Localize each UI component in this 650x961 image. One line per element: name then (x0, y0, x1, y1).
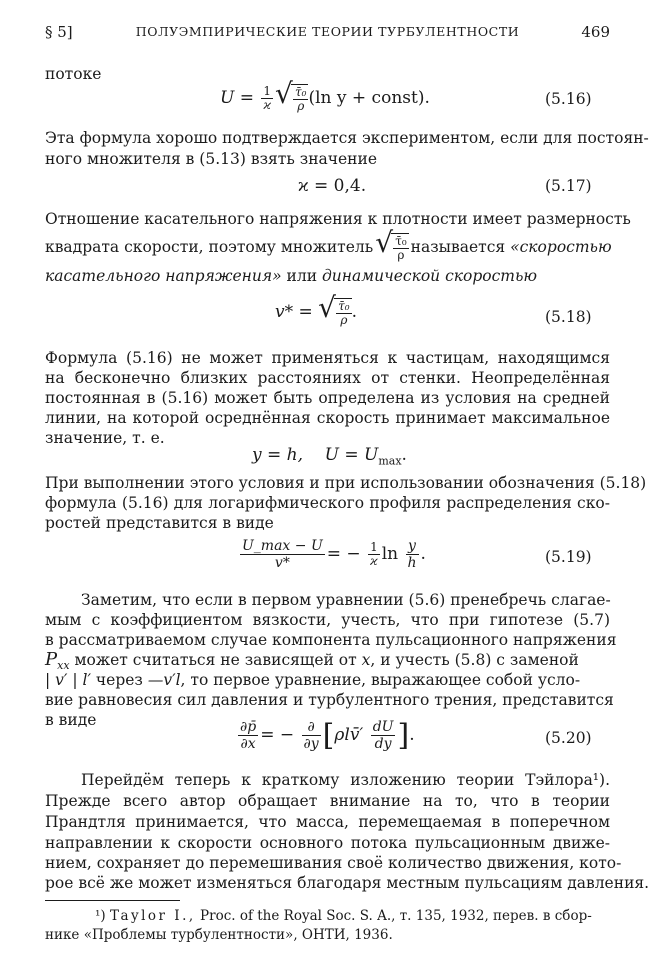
eq520-du: $\frac{dU}{dy}$ (372, 719, 394, 752)
paragraph-line: Эта формула хорошо подтверждается экспериментом, если для постоян- (45, 129, 649, 147)
equation-max-condition: y = h, $U = U_{max}$. (252, 445, 407, 468)
paragraph-line: ростей представится в виде (45, 514, 274, 532)
eq516-coef: $\frac{1}{ϰ}$ (263, 84, 272, 112)
paragraph-line: $P_{xx}$ может считаться не зависящей от x, и учесть (5.8) с заменой (45, 649, 579, 673)
paragraph-line: Заметим, что если в первом уравнении (5.6) пренебречь слагае- (81, 591, 611, 609)
paragraph-line: постоянная в (5.16) может быть определена из условия на средней (45, 389, 610, 407)
equation-5-19: $\frac{U\_\max - U}{v*}$ = − $\frac{1}{ϰ}$ ln $\frac{y}{h}$ . (5.19) (242, 538, 592, 571)
eq518-tail: . (351, 302, 358, 322)
eq517-body: ϰ = 0,4. (298, 176, 367, 196)
paragraph-line: Прежде всего автор обращает внимание на то, что в теории (45, 792, 610, 810)
eq519-arg: $\frac{y}{h}$ (407, 538, 417, 571)
paragraph-line: рое всё же может изменяться благодаря местным пульсациям давления. (45, 874, 650, 892)
paragraph-line: направлении к скорости основного потока пульсационным движе- (45, 834, 610, 852)
paragraph-line: на бесконечно близких расстояниях от стенки. Неопределённая (45, 369, 610, 387)
paragraph-line: | v′ | l′ через —v′l, то первое уравнение, выражающее собой усло- (45, 671, 581, 689)
eq516-lhs: U = (220, 88, 254, 108)
eq518-number: (5.18) (545, 308, 592, 326)
eq520-number: (5.20) (545, 729, 592, 747)
paragraph-line: Отношение касательного напряжения к плотности имеет размерность (45, 210, 631, 228)
paragraph-line: в рассматриваемом случае компонента пульсационного напряжения (45, 631, 617, 649)
eq519-number: (5.19) (545, 548, 592, 566)
paragraph-line: Перейдём теперь к краткому изложению теории Тэйлора¹). (81, 771, 610, 789)
eq516-tail: (ln y + const). (308, 88, 430, 108)
paragraph-line-with-sqrt: квадрата скорости, поэтому множитель √ $\frac{\text{τ̄₀}}{\rho}$ называется «скоростью (45, 225, 612, 262)
paragraph-line: При выполнении этого условия и при использовании обозначения (5.18) (45, 474, 647, 492)
equation-5-16 (0, 77, 650, 124)
page-header (45, 23, 610, 43)
paragraph-line: мым с коэффициентом вязкости, учесть, что при гипотезе (5.7) (45, 611, 610, 629)
eq520-lhs: $\frac{\partial p̄}{\partial x}$ (240, 719, 257, 752)
paragraph-line: формула (5.16) для логарифмического профиля распределения ско- (45, 494, 610, 512)
eq520-op: $\frac{\partial}{\partial y}$ (303, 719, 319, 752)
paragraph-line: значение, т. е. (45, 429, 165, 447)
eq519-lhs: $\frac{U\_\max - U}{v*}$ (242, 538, 323, 571)
paragraph-line: Прандтля принимается, что масса, перемещаемая в поперечном (45, 813, 610, 831)
equation-5-20: $\frac{\partial p̄}{\partial x}$ = − $\frac{\partial}{\partial y}$ [ρlv̄′ $\frac{dU}{dy}$ ]. (5.20) (240, 718, 592, 753)
paragraph-line: линии, на которой осреднённая скорость принимает максимальное (45, 409, 610, 427)
eq518-sqrt: √ $\frac{\text{τ̄₀}}{\rho}$ (318, 291, 350, 327)
equation-5-18 (0, 291, 650, 338)
eq519-coef: $\frac{1}{ϰ}$ (370, 540, 378, 568)
eq518-lhs: v* = (275, 302, 313, 322)
paragraph-line: нием, сохраняет до перемешивания своё количество движения, кото- (45, 854, 622, 872)
footnote-rule (45, 900, 180, 901)
eq516-number: (5.16) (545, 90, 592, 108)
paragraph-line: Формула (5.16) не может применяться к частицам, находящимся (45, 349, 610, 367)
eq516-sqrt: √ $\frac{\text{τ̄₀}}{\rho}$ (275, 77, 307, 113)
paragraph-line: вие равновесия сил давления и турбулентного трения, представится (45, 691, 614, 709)
paragraph-line: в виде (45, 711, 97, 729)
inline-sqrt: √ $\frac{\text{τ̄₀}}{\rho}$ (375, 225, 407, 262)
footnote-line: нике «Проблемы турбулентности», ОНТИ, 1936. (45, 927, 393, 943)
eq517-number: (5.17) (545, 177, 592, 195)
paragraph-line: касательного напряжения» или динамической скоростью (45, 267, 538, 285)
paragraph-line: потоке (45, 65, 102, 83)
page-number: 469 (581, 23, 610, 41)
running-title: ПОЛУЭМПИРИЧЕСКИЕ ТЕОРИИ ТУРБУЛЕНТНОСТИ (135, 24, 520, 39)
section-mark: § 5] (45, 23, 73, 41)
footnote-line: ¹) Taylor I., Proc. of the Royal Soc. S. A., т. 135, 1932, перев. в сбор- (95, 908, 592, 924)
paragraph-line: ного множителя в (5.13) взять значение (45, 150, 378, 168)
